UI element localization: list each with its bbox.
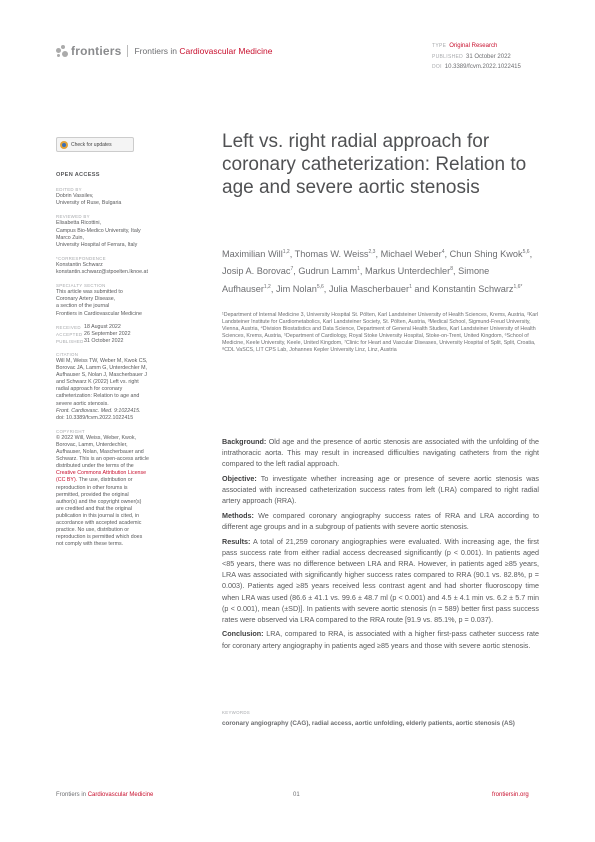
reviewer-name: Elisabetta Ricottini, (56, 220, 102, 227)
keywords-label: KEYWORDS (222, 710, 251, 715)
reviewed-by-label: REVIEWED BY (56, 214, 90, 220)
author-list: Maximilian Will$^{1,2}$, Thomas W. Weiss$^{2,3}$, Michael Weber$^4$, Chun Shing Kwok$^{5,6}$, Josip A. Borovac$^7$, Gudrun Lamm$^1$, Markus Unterdechler$^8$, Simone Aufhauser$^{1,2}$, Jim Nolan$^{5,6}$, Julia Mascherbauer$^1$ and Konstantin Schwarz$^{1,6*}$ (222, 249, 533, 294)
abstract-objective: Objective: To investigate whether increasing age or presence of severe aortic stenosis was associated with increased catheterization success rates from left (LRA) compared to right radial artery approach (RRA). (222, 473, 539, 506)
article-meta: TYPE Original Research PUBLISHED 31 October 2022 DOI 10.3389/fcvm.2022.1022415 (432, 43, 521, 71)
brand-name: frontiers (71, 44, 122, 58)
sidebar: OPEN ACCESS EDITED BY Dobrin Vassilev, University of Ruse, Bulgaria REVIEWED BY Elisabetta Ricottini, Campus Bio-Medico University, Italy Marco Zuin, University Hospital of Ferrara, Italy *CORRESPONDENCE Konstantin Schwarz konstantin.schwarz@stpoelten.lknoe.at SPECIALTY SECTION This article was submitted to Coronary Artery Disease, a section of the journal Frontiers in Cardiovascular Medicine RECEIVED 18 August 2022 ACCEPTED 26 September 2022 PUBLISHED 31 October 2022 CITATION Will M, Weiss TW, Weber M, Kwok CS, Borovac JA, Lamm G, Unterdechler M, Aufhauser S, Nolan J, Mascherbauer J and Schwarz K (2022) Left vs. right radial approach for coronary catheterization: Relation to age and severe aortic stenosis. Front. Cardiovasc. Med. 9:1022415. doi: 10.3389/fcvm.2022.1022415 COPYRIGHT © 2022 Will, Weiss, Weber, Kwok, Borovac, Lamm, Unterdechler, Aufhauser, Nolan, Mascherbauer and Schwarz. This is an open-access article distributed under the terms of the Creative Commons Attribution License (CC BY). The use, distribution or reproduction in other forums is permitted, provided the original author(s) and the copyright owner(s) are credited and that the original publication in this journal is cited, in accordance with accepted academic practice. No use, distribution or reproduction is permitted which does not comply with these terms. (56, 172, 184, 548)
author[interactable]: Chun Shing Kwok$^{5,6}$ (449, 249, 530, 260)
article-dates: RECEIVED 18 August 2022 ACCEPTED 26 September 2022 PUBLISHED 31 October 2022 (56, 323, 131, 344)
author[interactable]: Jim Nolan$^{5,6}$ (275, 283, 324, 294)
footer-site-link[interactable]: frontiersin.org (492, 792, 529, 798)
author[interactable]: Thomas W. Weiss$^{2,3}$ (294, 249, 376, 260)
abstract-results: Results: A total of 21,259 coronary angiographies were evaluated. With increasing age, the first pass success rate from either radial access decreased significantly (p < 0.001). In patients aged <85 years, there was no difference between LRA and RRA. However, in patients aged ≥85 years, LRA was associated with significantly higher success rates compared to RRA (90.1 vs. 82.8%, p = 0.003). Patients aged ≥85 years received less contrast agent and had shorter fluoroscopy time when LRA was used (86.6 ± 41.1 vs. 99.6 ± 48.7 ml (p < 0.001) and 4.5 ± 4.1 min vs. 6.2 ± 5.7 min (p < 0.001), mean (±SD)]. In patients with severe aortic stenosis (n = 589) better first pass success rates were observed via LRA compared to the RRA route [91.9 vs. 85.1%, p = 0.037). (222, 536, 539, 624)
journal-name[interactable]: Frontiers in Cardiovascular Medicine (134, 46, 273, 56)
edited-by-label: EDITED BY (56, 187, 82, 193)
frontiers-logo-icon (56, 45, 68, 57)
correspondence-label: *CORRESPONDENCE (56, 255, 106, 261)
abstract-conclusion: Conclusion: LRA, compared to RRA, is associated with a higher first-pass catheter success rate for coronary artery angiography in patients aged ≥85 years and those with severe aortic stenosis. (222, 629, 540, 650)
abstract-background: Background: Old age and the presence of aortic stenosis are associated with the unfolding of the intrathoracic aorta. This may result in increased difficulties navigating catheters from the right compared to the left radial approach. (222, 437, 539, 469)
author[interactable]: Markus Unterdechler$^8$ (364, 266, 454, 277)
author[interactable]: Josip A. Borovac$^7$ (222, 266, 294, 277)
doi-link[interactable]: 10.3389/fcvm.2022.1022415 (444, 64, 521, 71)
author[interactable]: Julia Mascherbauer$^1$ (328, 283, 412, 294)
license-link[interactable]: (CC BY). (56, 477, 78, 484)
reviewer-affiliation: Campus Bio-Medico University, Italy (56, 227, 141, 234)
citation-text: Will M, Weiss TW, Weber M, Kwok CS, Borovac JA, Lamm G, Unterdechler M, Aufhauser S, Nolan J, Mascherbauer J and Schwarz K (2022) Left vs. right radial approach for coronary catheterization: Relation to age and severe aortic stenosis. Front. Cardiovasc. Med. 9:1022415. doi: 10.3389/fcvm.2022.1022415 (56, 357, 148, 421)
abstract (222, 436, 539, 654)
page-number: 01 (293, 792, 300, 798)
reviewer-affiliation: University Hospital of Ferrara, Italy (56, 241, 138, 248)
footer-journal[interactable]: Frontiers in Cardiovascular Medicine (56, 792, 154, 798)
check-updates-label: Check for updates (71, 141, 112, 148)
author[interactable]: Michael Weber$^4$ (380, 249, 445, 260)
check-updates-icon (60, 141, 68, 149)
open-access-label: OPEN ACCESS (56, 172, 100, 178)
article-type: Original Research (449, 43, 498, 49)
copyright-label: COPYRIGHT (56, 428, 85, 434)
abstract-methods: Methods: We compared coronary angiography success rates of RRA and LRA according to different age groups and in a subgroup of patients with severe aortic stenosis. (222, 510, 539, 532)
reviewer-name: Marco Zuin, (56, 234, 84, 241)
license-link[interactable]: Creative Commons Attribution License (56, 470, 147, 477)
author[interactable]: Simone Aufhauser$^{1,2}$ (222, 266, 490, 294)
frontiers-logo[interactable] (56, 44, 272, 58)
corresponding-email[interactable]: konstantin.schwarz@stpoelten.lknoe.at (56, 269, 148, 276)
citation-label: CITATION (56, 351, 79, 357)
editor-affiliation: University of Ruse, Bulgaria (56, 200, 122, 207)
received-date: 18 August 2022 (84, 323, 121, 330)
keywords: coronary angiography (CAG), radial access, aortic unfolding, elderly patients, aortic stenosis (AS) (222, 720, 515, 727)
author[interactable]: Konstantin Schwarz$^{1,6*}$ (432, 283, 523, 294)
editor-name: Dobrin Vassilev, (56, 193, 94, 200)
author[interactable]: Gudrun Lamm$^1$ (298, 266, 360, 277)
published-date: 31 October 2022 (466, 53, 511, 60)
check-for-updates-button[interactable] (56, 137, 134, 152)
accepted-date: 26 September 2022 (84, 330, 131, 337)
copyright-text: © 2022 Will, Weiss, Weber, Kwok, Borovac, Lamm, Unterdechler, Aufhauser, Nolan, Mascherbauer and Schwarz. This is an open-access article distributed under the terms of the Creative Commons Attribution License (CC BY). The use, distribution or reproduction in other forums is permitted, provided the original author(s) and the copyright owner(s) are credited and that the original publication in this journal is cited, in accordance with accepted academic practice. No use, distribution or reproduction is permitted which does not comply with these terms. (56, 435, 184, 549)
affiliations: ¹Department of Internal Medicine 3, University Hospital St. Pölten, Karl Landsteiner University of Health Sciences, Krems, Austria, ²Karl Landsteiner Institute for Cardiometabolics, Karl Landsteiner Society, St. Pölten, Austria, ³Medical School, Sigmund-Freud University, Vienna, Austria, ⁴Division Biostatistics and Data Science, Department of General Health Studies, Karl Landsteiner University of Health Sciences, Krems, Austria, ⁵Department of Cardiology, Royal Stoke University Hospital, Stoke-on-Trent, United Kingdom, ⁶School of Medicine, Keele University, Keele, United Kingdom, ⁷Clinic for Heart and Vascular Diseases, University Hospital of Split, Split, Croatia, ⁸CDL VaSCS, LIT CPS Lab, Johannes Kepler University Linz, Linz, Austria (222, 312, 539, 354)
article-title: Left vs. right radial approach for coronary catheterization: Relation to age and severe aortic stenosis (222, 131, 527, 198)
specialty-label: SPECIALTY SECTION (56, 283, 106, 289)
author[interactable]: Maximilian Will$^{1,2}$ (222, 249, 290, 260)
corresponding-author: Konstantin Schwarz (56, 261, 103, 268)
header-divider (127, 45, 128, 57)
published-date: 31 October 2022 (84, 337, 124, 344)
